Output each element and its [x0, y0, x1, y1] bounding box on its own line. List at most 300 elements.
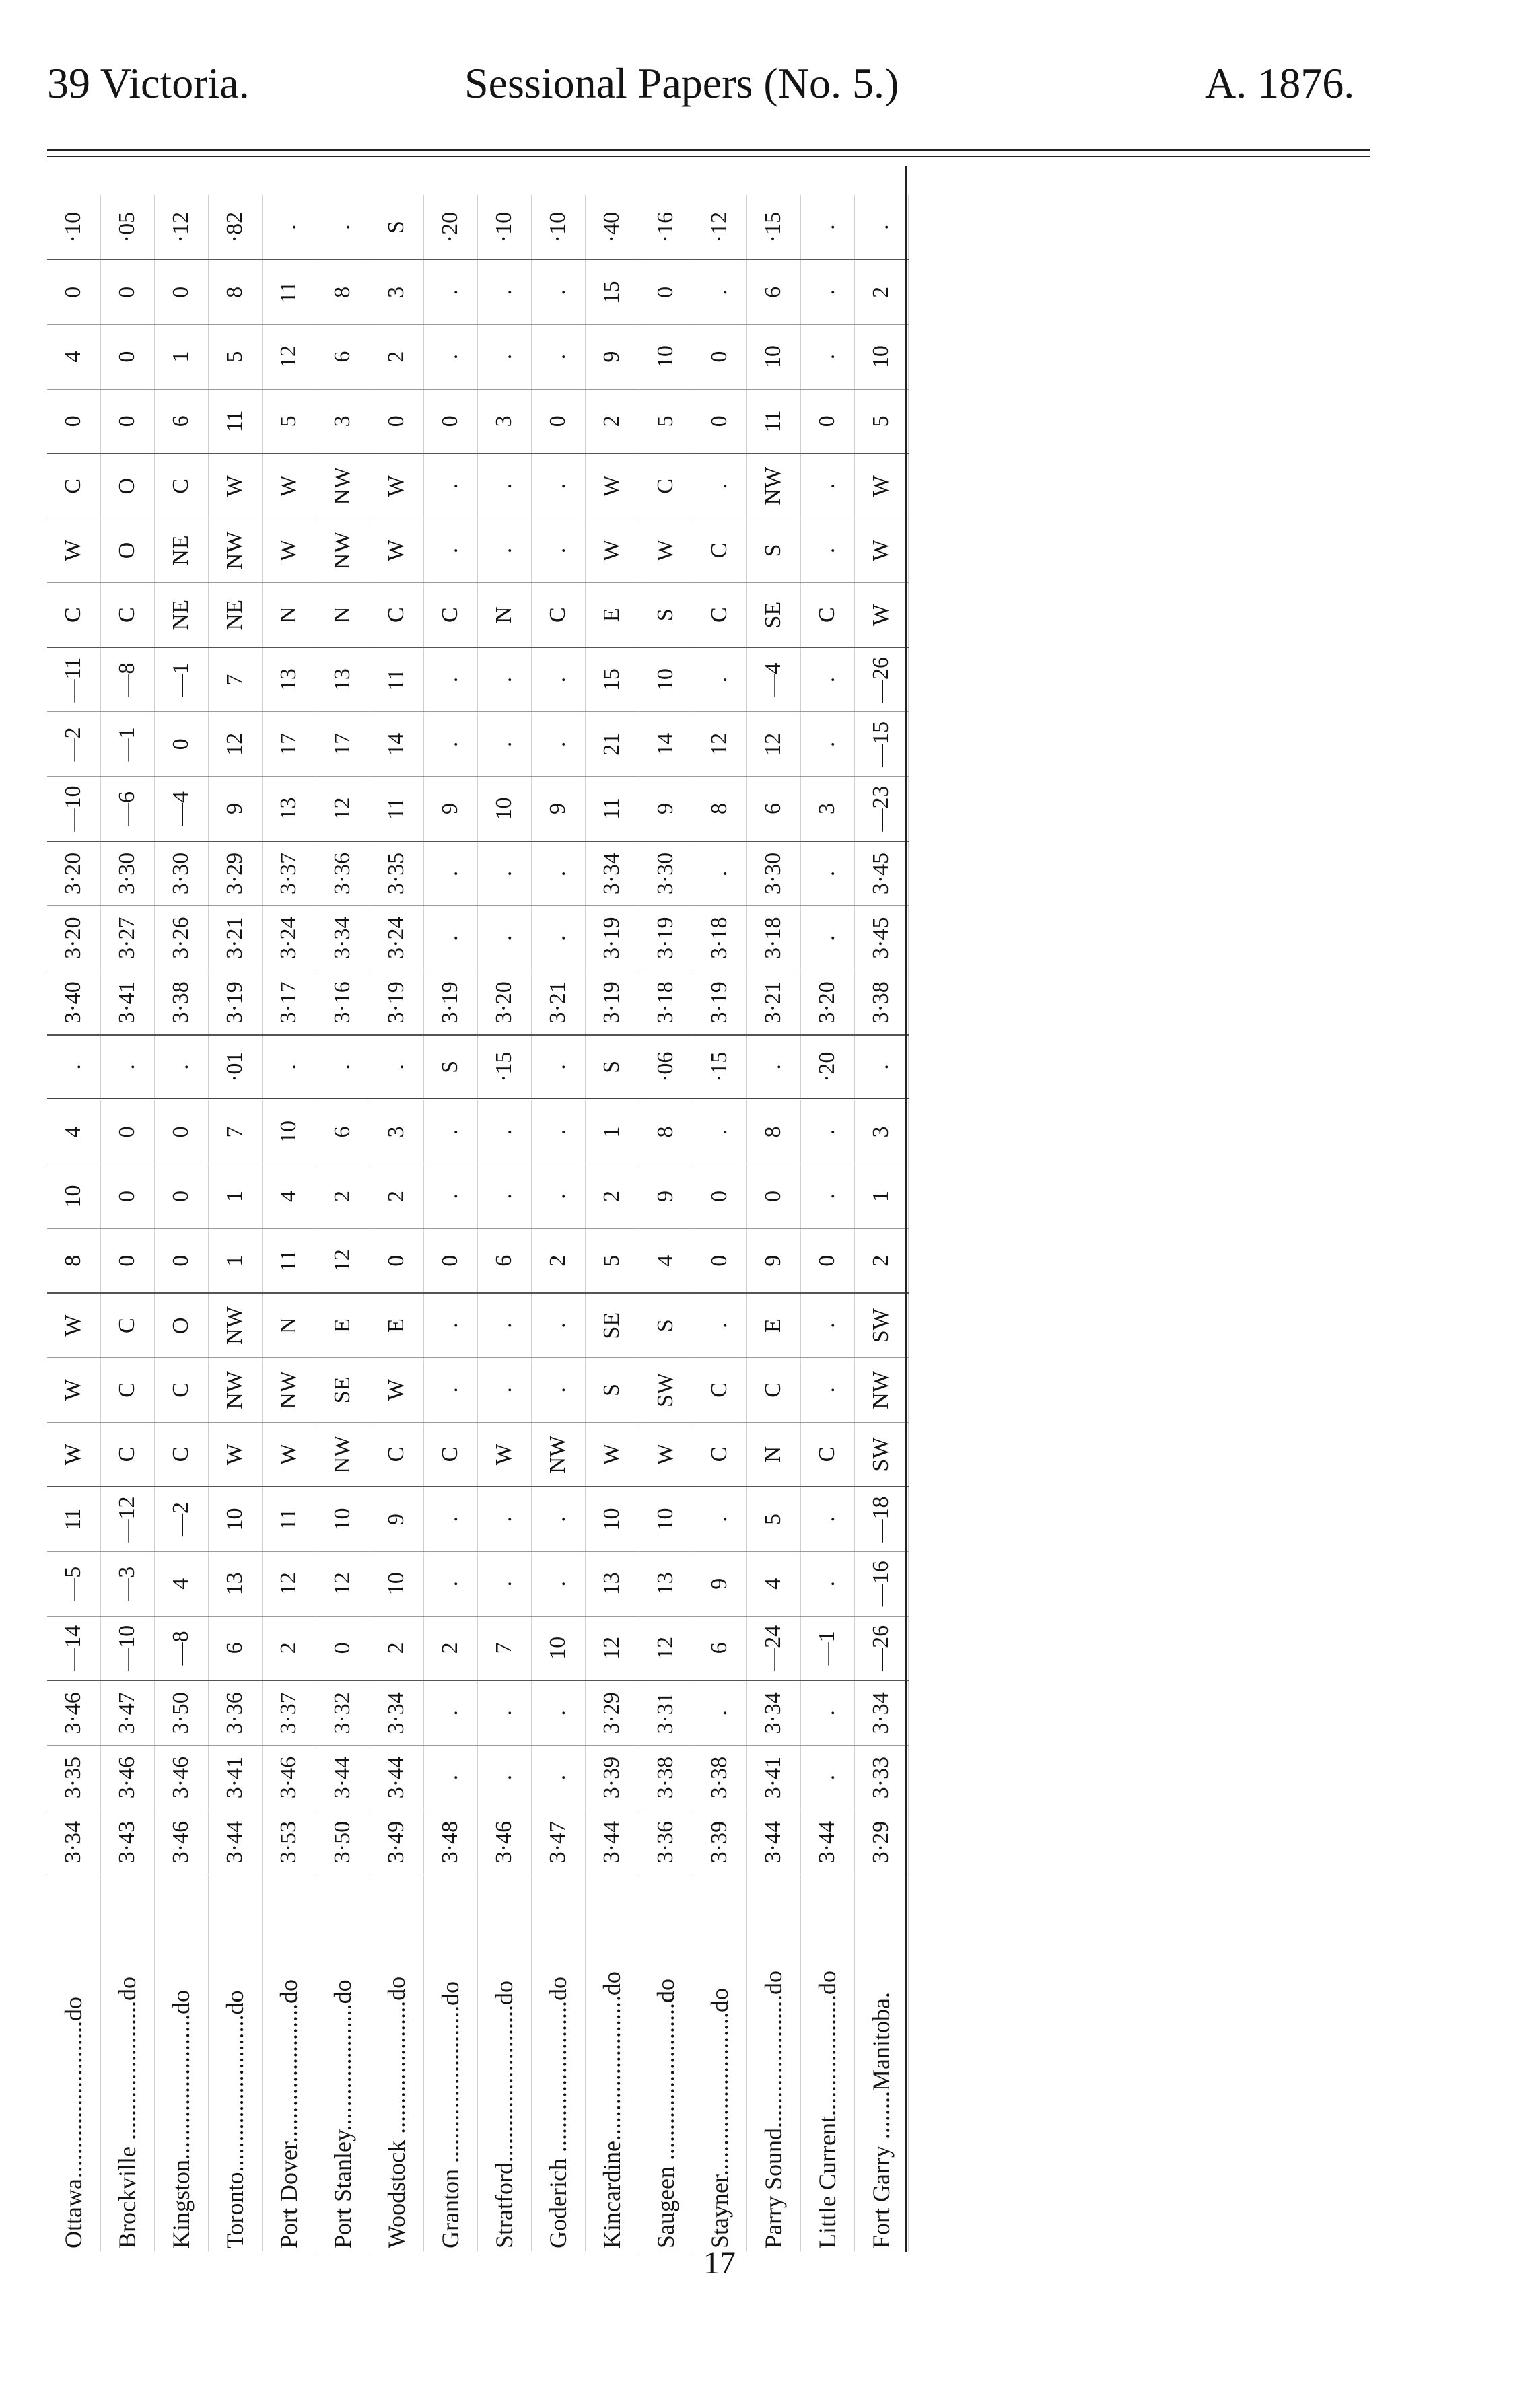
table-cell: O	[154, 1293, 208, 1357]
table-cell: 3	[800, 777, 854, 841]
table-cell: .	[477, 841, 531, 906]
table-row	[100, 195, 154, 2251]
table-cell: 3·33	[854, 1745, 908, 1810]
table-cell: 10	[208, 1487, 262, 1551]
table-cell: .	[800, 1487, 854, 1551]
table-cell: 3·30	[639, 841, 693, 906]
table-cell: 1	[208, 1228, 262, 1293]
header-right: A. 1876.	[1205, 59, 1355, 107]
table-cell: C	[370, 1422, 423, 1487]
table-cell: 3·29	[208, 841, 262, 906]
table-cell: .	[800, 841, 854, 906]
table-cell: —26	[854, 647, 908, 712]
table-cell: 3·38	[639, 1745, 693, 1810]
table-cell: 13	[262, 777, 316, 841]
table-cell: 0	[154, 1228, 208, 1293]
table-cell: 3·18	[639, 970, 693, 1035]
table-cell: 10	[477, 777, 531, 841]
table-cell: 3·44	[800, 1810, 854, 1874]
table-cell: 13	[639, 1551, 693, 1616]
table-cell: 8	[639, 1100, 693, 1164]
table-cell: .	[800, 712, 854, 777]
table-cell: 0	[154, 712, 208, 777]
table-cell: ·10	[531, 195, 585, 260]
table-cell: .	[800, 1293, 854, 1357]
table-cell: —2	[47, 712, 100, 777]
table-cell: ·12	[154, 195, 208, 260]
station-name-cell: Kincardine........................do	[598, 1971, 626, 2248]
table-cell: .	[423, 518, 477, 583]
table-cell: 6	[746, 777, 800, 841]
table-cell: 3·21	[208, 906, 262, 970]
table-row	[423, 195, 477, 2251]
table-cell: 2	[262, 1616, 316, 1680]
header-rule	[47, 149, 1370, 157]
table-cell: 10	[47, 1164, 100, 1229]
table-cell: W	[262, 454, 316, 518]
table-cell: W	[639, 1422, 693, 1487]
table-cell: —4	[746, 647, 800, 712]
table-cell: C	[746, 1357, 800, 1422]
table-cell: 0	[423, 1228, 477, 1293]
table-cell: .	[477, 1293, 531, 1357]
table-cell: 3·45	[854, 906, 908, 970]
table-cell: .	[693, 1293, 746, 1357]
table-cell: 11	[370, 777, 423, 841]
table-cell: W	[47, 1293, 100, 1357]
table-row	[208, 195, 262, 2251]
table-cell: 12	[208, 712, 262, 777]
table-cell: O	[100, 454, 154, 518]
table-cell: .	[531, 518, 585, 583]
table-row	[316, 195, 370, 2251]
table-cell: .	[423, 1551, 477, 1616]
table-cell: .	[800, 1680, 854, 1745]
table-cell: .	[854, 1035, 908, 1100]
table-row	[639, 195, 693, 2251]
table-cell: 3·50	[154, 1680, 208, 1745]
table-row	[854, 195, 908, 2251]
table-cell: 2	[423, 1616, 477, 1680]
table-cell: SW	[854, 1422, 908, 1487]
table-cell: .	[531, 1487, 585, 1551]
table-cell: C	[800, 583, 854, 647]
table-cell: ·15	[693, 1035, 746, 1100]
table-cell: 3·38	[154, 970, 208, 1035]
table-cell: 12	[316, 1551, 370, 1616]
table-cell: .	[693, 1100, 746, 1164]
table-cell: 0	[531, 389, 585, 454]
table-cell: 11	[208, 389, 262, 454]
table-cell: C	[693, 1422, 746, 1487]
table-cell: C	[154, 454, 208, 518]
table-row	[262, 195, 316, 2251]
table-cell: 3·20	[477, 970, 531, 1035]
table-cell: C	[47, 583, 100, 647]
table-cell: 3·34	[854, 1680, 908, 1745]
table-cell: 3·39	[585, 1745, 639, 1810]
table-cell: 3	[370, 1100, 423, 1164]
table-cell: NW	[316, 1422, 370, 1487]
table-cell: .	[800, 1100, 854, 1164]
table-cell: 3	[854, 1100, 908, 1164]
station-name-cell: Port Stanley.....................do	[329, 1979, 357, 2248]
table-cell: .	[746, 1035, 800, 1100]
table-cell: 3·44	[585, 1810, 639, 1874]
table-cell: W	[208, 1422, 262, 1487]
table-cell: 3·19	[585, 906, 639, 970]
table-cell: 3·29	[585, 1680, 639, 1745]
table-cell: S	[585, 1035, 639, 1100]
table-cell: C	[639, 454, 693, 518]
table-cell: ·20	[423, 195, 477, 260]
table-cell: —15	[854, 712, 908, 777]
table-cell: 0	[100, 1228, 154, 1293]
station-name-cell: Kingston........................do	[168, 1989, 195, 2248]
table-cell: NW	[854, 1357, 908, 1422]
table-cell: .	[477, 906, 531, 970]
table-cell: 3·20	[800, 970, 854, 1035]
table-cell: S	[639, 1293, 693, 1357]
table-cell: E	[316, 1293, 370, 1357]
table-cell: .	[477, 1680, 531, 1745]
table-cell: .	[531, 712, 585, 777]
table-cell: .	[316, 1035, 370, 1100]
table-cell: 3	[316, 389, 370, 454]
table-cell: SW	[639, 1357, 693, 1422]
table-cell: 2	[585, 1164, 639, 1229]
table-cell: C	[531, 583, 585, 647]
table-row	[370, 195, 423, 2251]
table-cell: .	[800, 1164, 854, 1229]
table-cell: 4	[47, 1100, 100, 1164]
table-cell: .	[370, 1035, 423, 1100]
table-cell: ·15	[477, 1035, 531, 1100]
table-cell: 7	[208, 647, 262, 712]
table-cell: N	[477, 583, 531, 647]
table-cell: 9	[639, 777, 693, 841]
table-cell: 5	[854, 389, 908, 454]
table-cell: 3·36	[316, 841, 370, 906]
table-cell: 3·30	[154, 841, 208, 906]
table-cell: 14	[639, 712, 693, 777]
table-cell: 2	[585, 389, 639, 454]
table-cell: C	[154, 1357, 208, 1422]
table-cell: 10	[370, 1551, 423, 1616]
table-cell: ·05	[100, 195, 154, 260]
table-cell: 0	[370, 389, 423, 454]
table-cell: 14	[370, 712, 423, 777]
table-cell: .	[477, 260, 531, 324]
table-cell: S	[370, 195, 423, 260]
table-cell: W	[477, 1422, 531, 1487]
table-cell: —16	[854, 1551, 908, 1616]
table-cell: 12	[316, 1228, 370, 1293]
table-cell: .	[262, 195, 316, 260]
table-cell: 9	[746, 1228, 800, 1293]
table-cell: 8	[693, 777, 746, 841]
table-cell: 2	[370, 1164, 423, 1229]
table-cell: .	[477, 324, 531, 389]
table-cell: 2	[370, 1616, 423, 1680]
table-cell: W	[47, 518, 100, 583]
table-cell: W	[370, 454, 423, 518]
table-cell: 8	[47, 1228, 100, 1293]
table-cell: 10	[531, 1616, 585, 1680]
table-cell: 3·29	[854, 1810, 908, 1874]
table-cell: 3·43	[100, 1810, 154, 1874]
table-cell: 0	[693, 324, 746, 389]
table-cell: 6	[693, 1616, 746, 1680]
table-cell: 3·46	[477, 1810, 531, 1874]
table-cell: 11	[746, 389, 800, 454]
table-cell: 3·31	[639, 1680, 693, 1745]
table-cell: 0	[100, 389, 154, 454]
table-cell: 15	[585, 647, 639, 712]
table-cell: 8	[746, 1100, 800, 1164]
table-cell: .	[423, 1100, 477, 1164]
table-cell: 3·41	[746, 1745, 800, 1810]
table-cell: —6	[100, 777, 154, 841]
table-cell: 0	[800, 1228, 854, 1293]
table-cell: 0	[693, 1164, 746, 1229]
table-cell: S	[585, 1357, 639, 1422]
table-cell: .	[477, 647, 531, 712]
station-name-cell: Granton ..........................do	[437, 1981, 464, 2248]
table-cell: N	[746, 1422, 800, 1487]
table-cell: NW	[208, 1357, 262, 1422]
table-cell: .	[800, 1745, 854, 1810]
table-cell: 5	[639, 389, 693, 454]
table-cell: .	[477, 1487, 531, 1551]
table-cell: 0	[639, 260, 693, 324]
table-cell: —12	[100, 1487, 154, 1551]
table-cell: —10	[100, 1616, 154, 1680]
table-cell: .	[531, 324, 585, 389]
table-cell: .	[423, 906, 477, 970]
table-cell: NE	[154, 583, 208, 647]
table-cell: 12	[262, 1551, 316, 1616]
table-cell: S	[746, 518, 800, 583]
table-cell: O	[100, 518, 154, 583]
table-cell: 3·18	[746, 906, 800, 970]
table-cell: 3·24	[370, 906, 423, 970]
table-cell: .	[100, 1035, 154, 1100]
table-cell: 3·46	[262, 1745, 316, 1810]
table-cell: 3·47	[531, 1810, 585, 1874]
table-cell: NE	[208, 583, 262, 647]
table-cell: W	[370, 518, 423, 583]
table-cell: ·10	[47, 195, 100, 260]
table-cell: —2	[154, 1487, 208, 1551]
table-cell: 0	[154, 260, 208, 324]
table-cell: 0	[316, 1616, 370, 1680]
table-cell: 9	[693, 1551, 746, 1616]
table-cell: SE	[585, 1293, 639, 1357]
weather-table	[47, 195, 909, 2251]
table-cell: 4	[47, 324, 100, 389]
table-cell: 3·19	[208, 970, 262, 1035]
table-cell: 5	[208, 324, 262, 389]
table-cell: 4	[639, 1228, 693, 1293]
station-name-cell: Fort Garry ........Manitoba.	[868, 1992, 895, 2248]
table-row	[47, 195, 100, 2251]
table-cell: .	[423, 1293, 477, 1357]
table-cell: 0	[154, 1100, 208, 1164]
table-cell: 0	[100, 1100, 154, 1164]
table-cell: E	[585, 583, 639, 647]
table-cell: .	[423, 260, 477, 324]
table-cell: 7	[477, 1616, 531, 1680]
table-cell: 3·44	[208, 1810, 262, 1874]
table-cell: 10	[262, 1100, 316, 1164]
table-cell: 17	[316, 712, 370, 777]
table-cell: .	[800, 906, 854, 970]
table-cell: 21	[585, 712, 639, 777]
table-row	[531, 195, 585, 2251]
table-cell: C	[423, 1422, 477, 1487]
table-cell: 3·38	[854, 970, 908, 1035]
table-cell: 3·30	[746, 841, 800, 906]
station-name-cell: Brockville .......................do	[114, 1977, 141, 2248]
table-cell: 12	[316, 777, 370, 841]
table-cell: .	[423, 1357, 477, 1422]
station-name-cell: Little Current....................do	[814, 1971, 841, 2248]
table-cell: 9	[208, 777, 262, 841]
table-cell: ·82	[208, 195, 262, 260]
table-cell: .	[800, 647, 854, 712]
table-cell: NW	[262, 1357, 316, 1422]
table-cell: 10	[585, 1487, 639, 1551]
table-cell: 3·37	[262, 841, 316, 906]
table-cell: 1	[585, 1100, 639, 1164]
table-cell: C	[100, 1293, 154, 1357]
table-cell: —11	[47, 647, 100, 712]
table-cell: —23	[854, 777, 908, 841]
table-cell: 0	[47, 260, 100, 324]
table-cell: 8	[208, 260, 262, 324]
table-cell: 6	[746, 260, 800, 324]
table-cell: 3·39	[693, 1810, 746, 1874]
table-cell: 3·16	[316, 970, 370, 1035]
table-cell: .	[477, 518, 531, 583]
table-cell: 0	[746, 1164, 800, 1229]
table-cell: .	[423, 712, 477, 777]
table-cell: —14	[47, 1616, 100, 1680]
table-cell: .	[800, 260, 854, 324]
table-cell: C	[693, 1357, 746, 1422]
table-cell: .	[693, 841, 746, 906]
table-cell: .	[531, 1680, 585, 1745]
table-cell: SW	[854, 1293, 908, 1357]
table-cell: .	[316, 195, 370, 260]
table-cell: 3·34	[316, 906, 370, 970]
table-cell: .	[423, 1745, 477, 1810]
table-cell: W	[854, 583, 908, 647]
table-cell: .	[423, 454, 477, 518]
table-cell: 3·41	[208, 1745, 262, 1810]
table-cell: 11	[370, 647, 423, 712]
weather-table-rotated	[47, 195, 909, 2251]
table-cell: 3	[370, 260, 423, 324]
table-cell: —1	[154, 647, 208, 712]
table-cell: NW	[531, 1422, 585, 1487]
table-cell: 6	[208, 1616, 262, 1680]
table-cell: 3·21	[531, 970, 585, 1035]
table-cell: .	[423, 841, 477, 906]
table-cell: 3·17	[262, 970, 316, 1035]
table-cell: W	[585, 518, 639, 583]
table-cell: 3·19	[639, 906, 693, 970]
table-cell: 3·34	[585, 841, 639, 906]
table-cell: NW	[316, 454, 370, 518]
table-cell: 12	[693, 712, 746, 777]
table-cell: 0	[370, 1228, 423, 1293]
table-cell: 2	[370, 324, 423, 389]
table-row	[800, 195, 854, 2251]
table-cell: 2	[854, 260, 908, 324]
table-cell: C	[47, 454, 100, 518]
table-cell: C	[800, 1422, 854, 1487]
table-cell: 6	[316, 1100, 370, 1164]
table-cell: 13	[585, 1551, 639, 1616]
table-cell: 3·24	[262, 906, 316, 970]
table-cell: .	[477, 712, 531, 777]
table-cell: ·40	[585, 195, 639, 260]
table-cell: 3·46	[154, 1745, 208, 1810]
table-cell: 17	[262, 712, 316, 777]
table-cell: .	[423, 324, 477, 389]
table-cell: 5	[262, 389, 316, 454]
table-cell: 3·30	[100, 841, 154, 906]
table-cell: 11	[262, 1228, 316, 1293]
table-cell: 13	[208, 1551, 262, 1616]
table-cell: .	[531, 1035, 585, 1100]
station-name-cell: Toronto..........................do	[221, 1990, 249, 2248]
table-cell: 4	[746, 1551, 800, 1616]
table-cell: N	[262, 1293, 316, 1357]
table-cell: 3·50	[316, 1810, 370, 1874]
table-cell: 2	[316, 1164, 370, 1229]
table-cell: N	[316, 583, 370, 647]
table-cell: 6	[154, 389, 208, 454]
table-cell: 0	[423, 389, 477, 454]
table-cell: .	[531, 1100, 585, 1164]
table-cell: —10	[47, 777, 100, 841]
table-cell: 0	[47, 389, 100, 454]
header-center: Sessional Papers (No. 5.)	[464, 59, 899, 107]
table-cell: 3·18	[693, 906, 746, 970]
table-cell: .	[531, 1293, 585, 1357]
table-cell: .	[477, 1551, 531, 1616]
table-cell: 6	[477, 1228, 531, 1293]
table-cell: 3·20	[47, 906, 100, 970]
table-cell: 9	[639, 1164, 693, 1229]
table-cell: W	[47, 1422, 100, 1487]
table-cell: .	[800, 324, 854, 389]
table-cell: .	[47, 1035, 100, 1100]
table-row	[154, 195, 208, 2251]
table-cell: ·20	[800, 1035, 854, 1100]
table-cell: .	[423, 1680, 477, 1745]
table-cell: NW	[208, 518, 262, 583]
table-cell: .	[693, 454, 746, 518]
table-cell: 3·26	[154, 906, 208, 970]
table-row	[693, 195, 746, 2251]
station-name-cell: Goderich .........................do	[545, 1977, 572, 2248]
table-cell: 10	[639, 647, 693, 712]
table-cell: —18	[854, 1487, 908, 1551]
